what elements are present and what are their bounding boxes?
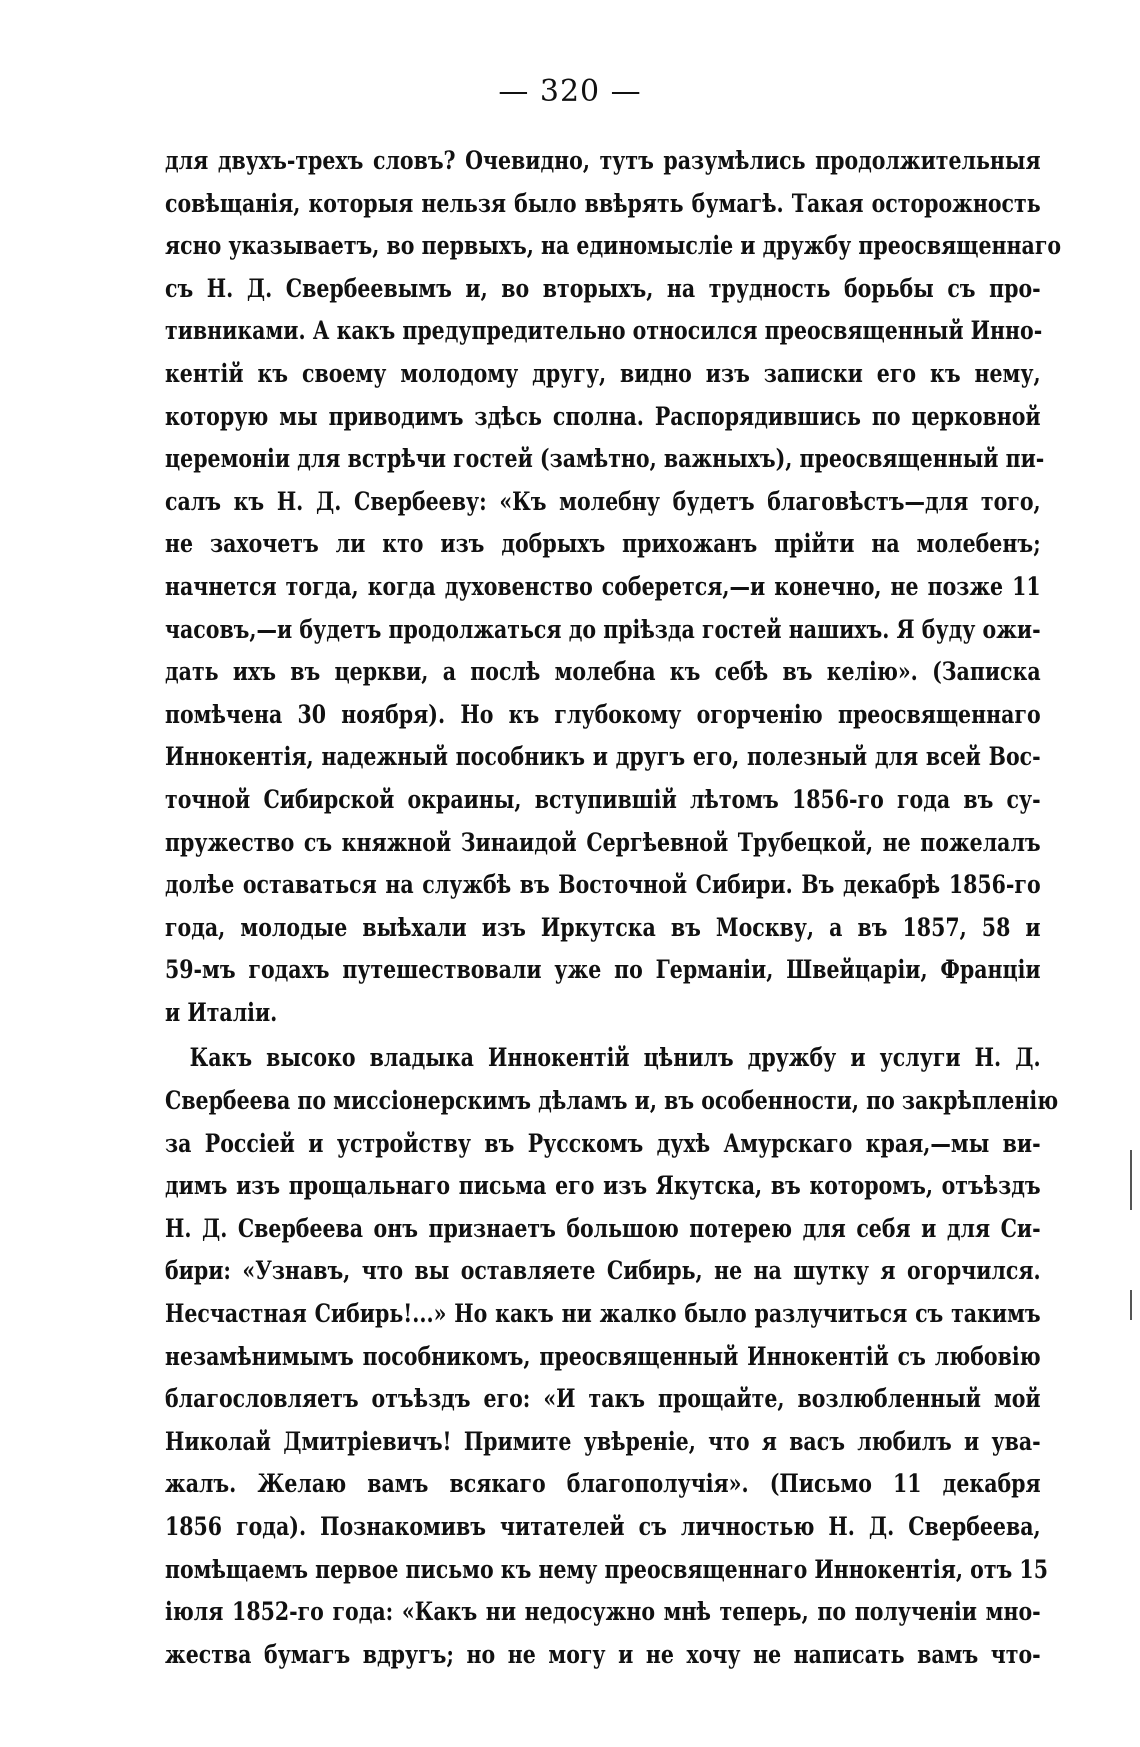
- scan-edge-mark: [1130, 1150, 1132, 1210]
- text-line: ясно указываетъ, во первыхъ, на единомысліе и дружбу преосвященнаго: [165, 231, 1062, 261]
- text-line: долѣе оставаться на службѣ въ Восточной Сибири. Въ декабрѣ 1856-го: [165, 870, 1041, 900]
- text-line: бири: «Узнавъ, что вы оставляете Сибирь, не на шутку я огорчился.: [165, 1256, 1041, 1286]
- text-line: Николай Дмитріевичъ! Примите увѣреніе, что я васъ любилъ и ува-: [165, 1426, 1041, 1456]
- text-line: совѣщанія, которыя нельзя было ввѣрять бумагѣ. Такая осторожность: [165, 188, 1041, 218]
- text-line: салъ къ Н. Д. Свербееву: «Къ молебну будетъ благовѣстъ—для того,: [165, 486, 1041, 516]
- text-line: жалъ. Желаю вамъ всякаго благополучія». (Письмо 11 декабря: [165, 1469, 1041, 1499]
- text-line: 1856 года). Познакомивъ читателей съ личностью Н. Д. Свербеева,: [165, 1512, 1041, 1541]
- text-line: точной Сибирской окраины, вступившій лѣтомъ 1856-го года въ су-: [165, 784, 1041, 814]
- page-number: — 320 —: [498, 74, 642, 109]
- text-line: димъ изъ прощальнаго письма его изъ Якутска, въ которомъ, отъѣздъ: [165, 1171, 1041, 1201]
- text-line: незамѣнимымъ пособникомъ, преосвященный Иннокентій съ любовію: [165, 1341, 1041, 1371]
- text-line: 59-мъ годахъ путешествовали уже по Германіи, Швейцаріи, Франціи: [165, 955, 1041, 985]
- text-line: года, молодые выѣхали изъ Иркутска въ Москву, а въ 1857, 58 и: [165, 912, 1041, 942]
- text-line: помѣщаемъ первое письмо къ нему преосвященнаго Иннокентія, отъ 15: [165, 1554, 1048, 1584]
- text-line: кентій къ своему молодому другу, видно изъ записки его къ нему,: [165, 358, 1041, 388]
- text-line: и Италіи.: [165, 997, 278, 1027]
- text-line: церемоніи для встрѣчи гостей (замѣтно, важныхъ), преосвященный пи-: [165, 444, 1045, 474]
- text-line: для двухъ-трехъ словъ? Очевидно, тутъ разумѣлись продолжительныя: [165, 146, 1041, 175]
- text-line: помѣчена 30 ноября). Но къ глубокому огорченію преосвященнаго: [165, 699, 1041, 729]
- text-line: благословляетъ отъѣздъ его: «И такъ прощайте, возлюбленный мой: [165, 1384, 1041, 1414]
- text-line: Н. Д. Свербеева онъ признаетъ большою потерею для себя и для Си-: [165, 1213, 1041, 1243]
- text-line: іюля 1852-го года: «Какъ ни недосужно мнѣ теперь, по полученіи мно-: [165, 1597, 1041, 1627]
- scan-edge-mark: [1130, 1290, 1132, 1320]
- text-line: Несчастная Сибирь!...» Но какъ ни жалко было разлучиться съ такимъ: [165, 1299, 1041, 1329]
- text-line: не захочетъ ли кто изъ добрыхъ прихожанъ прійти на молебенъ;: [165, 529, 1041, 559]
- text-line: тивниками. А какъ предупредительно относился преосвященный Инно-: [165, 316, 1043, 346]
- text-line: за Россіей и устройству въ Русскомъ духѣ Амурскаго края,—мы ви-: [165, 1128, 1041, 1158]
- text-line: дать ихъ въ церкви, а послѣ молебна къ себѣ въ келію». (Записка: [165, 657, 1041, 687]
- text-line: Иннокентія, надежный пособникъ и другъ его, полезный для всей Вос-: [165, 742, 1041, 772]
- text-line: начнется тогда, когда духовенство соберется,—и конечно, не позже 11: [165, 571, 1041, 601]
- text-line: Какъ высоко владыка Иннокентій цѣнилъ дружбу и услуги Н. Д.: [189, 1043, 1041, 1073]
- text-line: съ Н. Д. Свербеевымъ и, во вторыхъ, на трудность борьбы съ про-: [165, 273, 1041, 303]
- page-text: [165, 140, 1062, 1676]
- text-line: часовъ,—и будетъ продолжаться до пріѣзда гостей нашихъ. Я буду ожи-: [165, 614, 1041, 644]
- text-line: Свербеева по миссіонерскимъ дѣламъ и, въ особенности, по закрѣпленію: [165, 1086, 1059, 1116]
- text-line: которую мы приводимъ здѣсь сполна. Распорядившись по церковной: [165, 401, 1041, 431]
- text-line: пружество съ княжной Зинаидой Сергѣевной Трубецкой, не пожелалъ: [165, 827, 1041, 857]
- text-line: жества бумагъ вдругъ; но не могу и не хочу не написать вамъ что-: [165, 1639, 1041, 1669]
